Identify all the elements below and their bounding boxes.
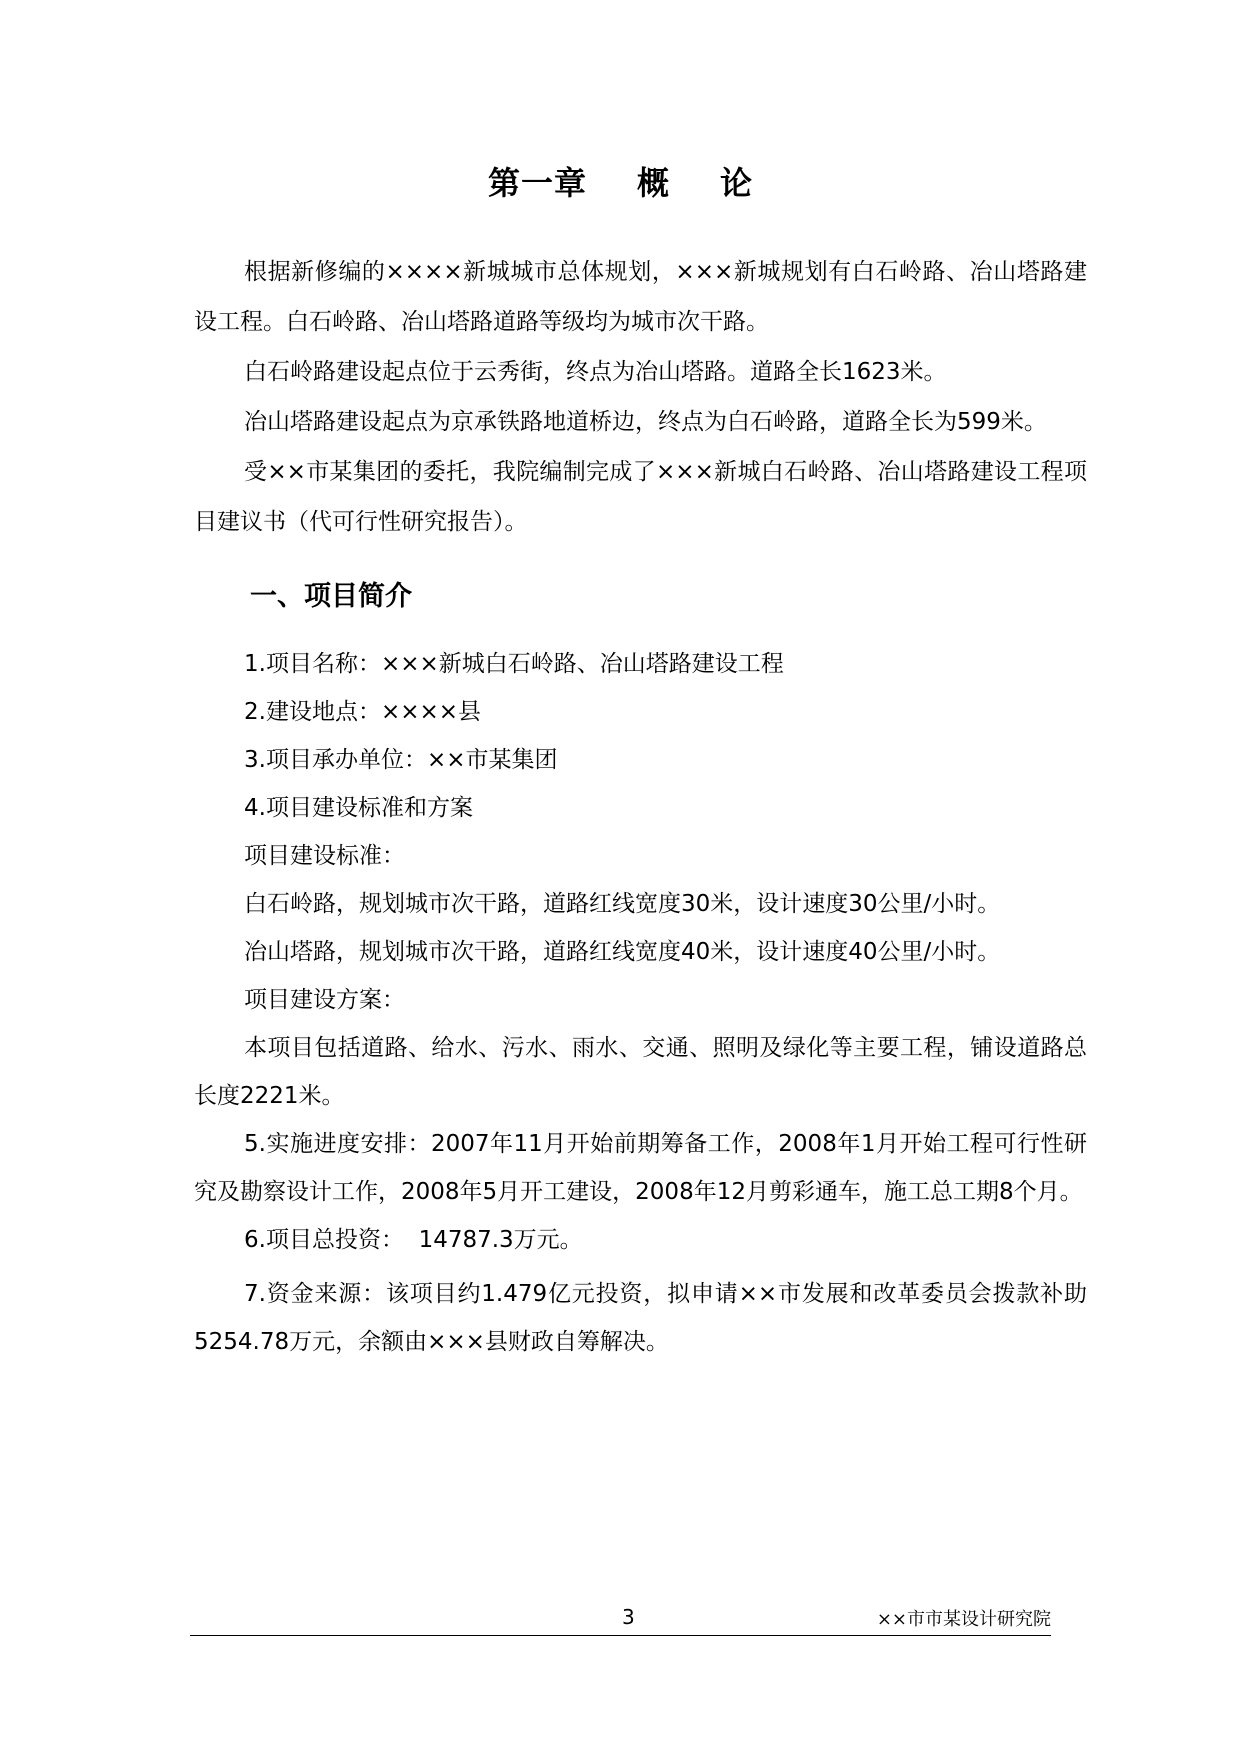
- list-item: 项目建设标准：: [244, 843, 405, 869]
- chapter-title-number: 第一章: [487, 164, 587, 202]
- intro-paragraph: 冶山塔路建设起点为京承铁路地道桥边，终点为白石岭路，道路全长为599米。: [244, 409, 1047, 435]
- page-number: 3: [622, 1605, 635, 1629]
- footer-organization: ××市市某设计研究院: [876, 1609, 1051, 1630]
- list-item: 1.项目名称：×××新城白石岭路、冶山塔路建设工程: [244, 651, 784, 677]
- project-summary-list: [194, 640, 1087, 1366]
- list-item: 2.建设地点：××××县: [244, 699, 482, 725]
- intro-paragraph: 受××市某集团的委托，我院编制完成了×××新城白石岭路、冶山塔路建设工程项目建议书（代可行性研究报告）。: [194, 459, 1087, 535]
- section-heading: 一、项目简介: [250, 581, 412, 612]
- list-item: 6.项目总投资： 14787.3万元。: [244, 1227, 583, 1253]
- list-item: 7.资金来源：该项目约1.479亿元投资，拟申请××市发展和改革委员会拨款补助5254.78万元，余额由×××县财政自筹解决。: [194, 1281, 1087, 1355]
- list-item: 项目建设方案：: [244, 987, 405, 1013]
- footer-divider: [190, 1635, 1051, 1636]
- chapter-title-word-2: 论: [720, 164, 754, 202]
- intro-paragraph: 根据新修编的××××新城城市总体规划，×××新城规划有白石岭路、冶山塔路建设工程。白石岭路、冶山塔路道路等级均为城市次干路。: [194, 259, 1087, 335]
- page-footer: [190, 1605, 1051, 1635]
- list-item: 冶山塔路，规划城市次干路，道路红线宽度40米，设计速度40公里/小时。: [244, 939, 1001, 965]
- chapter-title: [0, 158, 1241, 204]
- list-item: 5.实施进度安排：2007年11月开始前期筹备工作，2008年1月开始工程可行性研究及勘察设计工作，2008年5月开工建设，2008年12月剪彩通车，施工总工期8个月。: [194, 1131, 1087, 1205]
- list-item: 白石岭路，规划城市次干路，道路红线宽度30米，设计速度30公里/小时。: [244, 891, 1001, 917]
- intro-paragraph: 白石岭路建设起点位于云秀街，终点为冶山塔路。道路全长1623米。: [244, 359, 947, 385]
- chapter-title-word-1: 概: [636, 164, 670, 202]
- list-item: 本项目包括道路、给水、污水、雨水、交通、照明及绿化等主要工程，铺设道路总长度2221米。: [194, 1035, 1087, 1109]
- list-item: 3.项目承办单位：××市某集团: [244, 747, 558, 773]
- intro-section: [194, 247, 1087, 547]
- list-item: 4.项目建设标准和方案: [244, 795, 473, 821]
